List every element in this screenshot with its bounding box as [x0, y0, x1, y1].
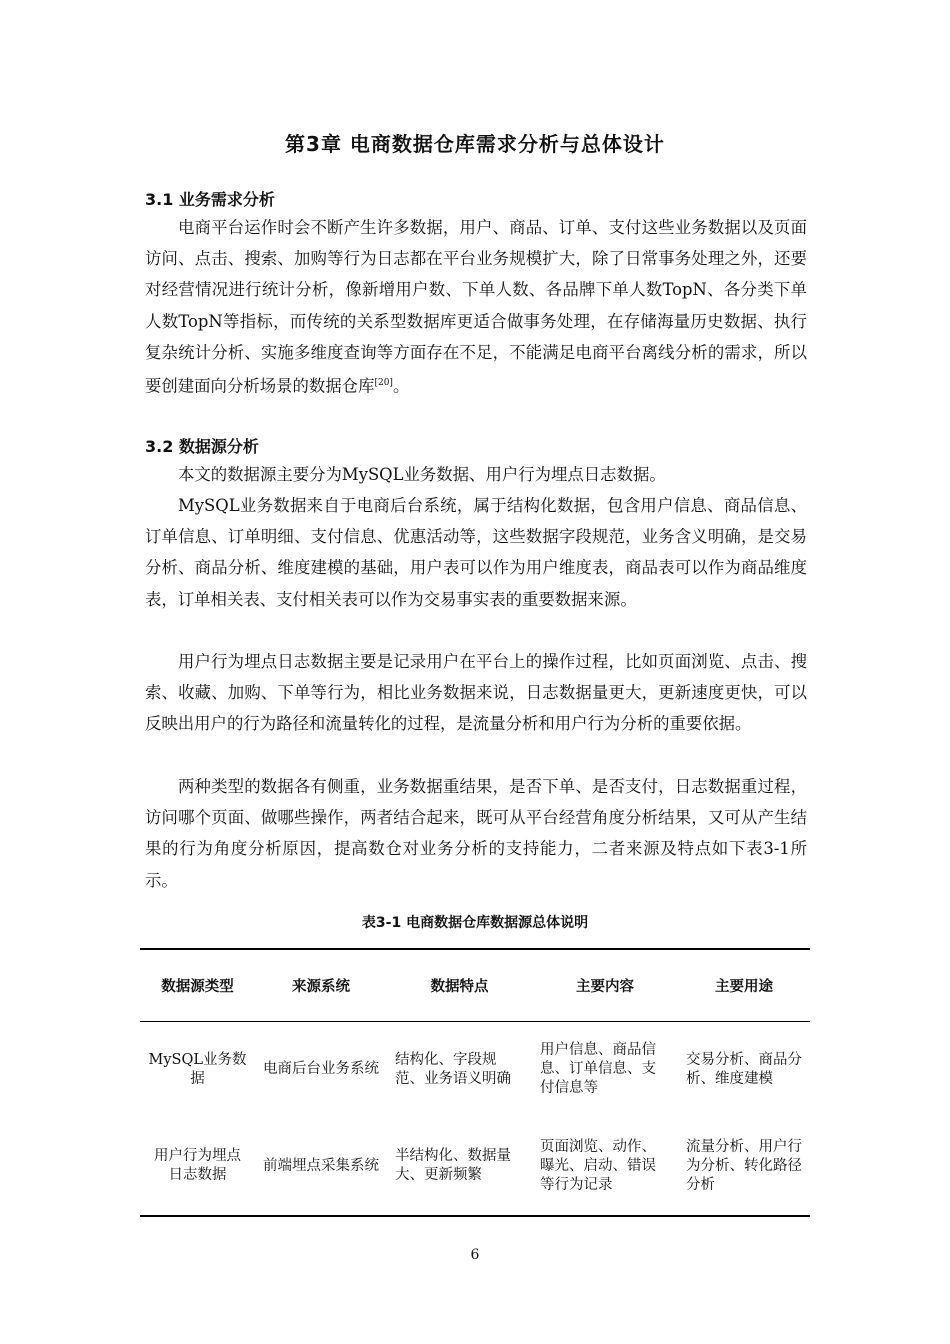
table-row [140, 1117, 810, 1216]
table-caption: 表3-1 电商数据仓库数据源总体说明 [361, 915, 589, 931]
section-heading-3-1: 3.1 业务需求分析 [145, 190, 275, 209]
paragraph-tail: 。 [392, 376, 410, 396]
column-header: 数据特点 [387, 949, 532, 1022]
table-cell: 前端埋点采集系统 [263, 1157, 379, 1174]
column-header: 主要内容 [532, 949, 678, 1022]
page-number: 6 [470, 1247, 480, 1263]
column-header: 主要用途 [678, 949, 810, 1022]
paragraph-business-requirements [145, 212, 807, 402]
table-header-row [140, 949, 810, 1022]
table-cell: MySQL业务数据 [148, 1051, 247, 1087]
table-cell: 页面浏览、动作、曝光、启动、错误等行为记录 [540, 1138, 656, 1193]
table-cell: 用户信息、商品信息、订单信息、支付信息等 [540, 1042, 656, 1096]
paragraph-text: 电商平台运作时会不断产生许多数据，用户、商品、订单、支付这些业务数据以及页面访问、点击、搜索、加购等行为日志都在平台业务规模扩大，除了日常事务处理之外，还要对经营情况进行统计分析，像新增用户数、下单人数、各品牌下单人数TopN、各分类下单人数TopN等指标，而传统的关系型数据库更适合做事务处理，在存储海量历史数据、执行复杂统计分析、实施多维度查询等方面存在不足，不能满足电商平台离线分析的需求，所以要创建面向分析场景的数据仓库 [145, 218, 807, 396]
table-cell: 流量分析、用户行为分析、转化路径分析 [686, 1138, 802, 1193]
table-cell: 电商后台业务系统 [263, 1061, 379, 1077]
citation-marker: [20] [374, 378, 393, 389]
table-cell: 结构化、字段规范、业务语义明确 [395, 1051, 511, 1087]
column-header: 数据源类型 [140, 949, 255, 1022]
section-heading-3-2: 3.2 数据源分析 [145, 437, 259, 456]
table-row [140, 1022, 810, 1118]
paragraph-mysql-data: MySQL业务数据来自于电商后台系统，属于结构化数据，包含用户信息、商品信息、订单信息、订单明细、支付信息、优惠活动等，这些数据字段规范，业务含义明确，是交易分析、商品分析、维度建模的基础，用户表可以作为用户维度表，商品表可以作为商品维度表，订单相关表、支付相关表可以作为交易事实表的重要数据来源。 [145, 496, 807, 609]
paragraph-comparison: 两种类型的数据各有侧重，业务数据重结果，是否下单、是否支付，日志数据重过程，访问哪个页面、做哪些操作，两者结合起来，既可从平台经营角度分析结果，又可从产生结果的行为角度分析原因，提高数仓对业务分析的支持能力，二者来源及特点如下表3-1所示。 [145, 777, 807, 890]
paragraph-data-source-intro: 本文的数据源主要分为MySQL业务数据、用户行为埋点日志数据。 [178, 465, 666, 484]
table-cell: 用户行为埋点日志数据 [154, 1148, 241, 1183]
column-header: 来源系统 [255, 949, 387, 1022]
table-cell: 半结构化、数据量大、更新频繁 [395, 1148, 511, 1183]
paragraph-log-data: 用户行为埋点日志数据主要是记录用户在平台上的操作过程，比如页面浏览、点击、搜索、收藏、加购、下单等行为，相比业务数据来说，日志数据量更大，更新速度更快，可以反映出用户的行为路径和流量转化的过程，是流量分析和用户行为分析的重要依据。 [145, 652, 807, 734]
data-source-table [140, 948, 810, 1217]
table-cell: 交易分析、商品分析、维度建模 [686, 1051, 802, 1087]
chapter-title: 第3章 电商数据仓库需求分析与总体设计 [285, 132, 665, 156]
